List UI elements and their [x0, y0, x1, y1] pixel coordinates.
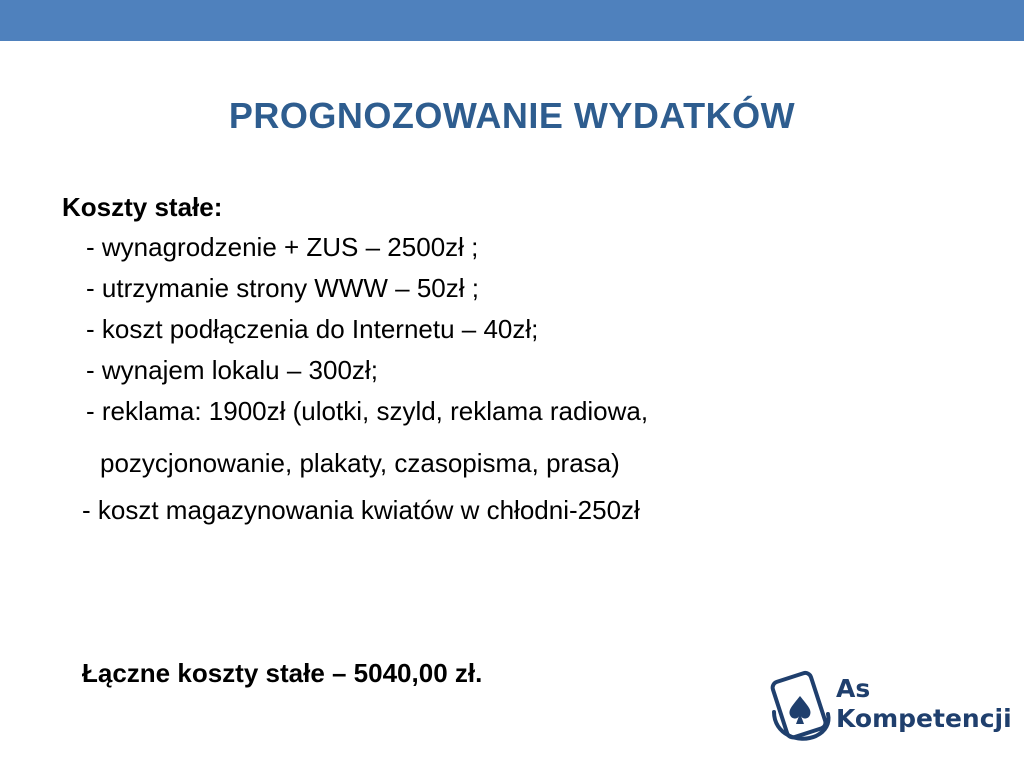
logo-line-1: As [836, 674, 871, 703]
logo-line-2: Kompetencji [836, 704, 1012, 733]
section-heading: Koszty stałe: [62, 192, 223, 222]
cost-item-salary: - wynagrodzenie + ZUS – 2500zł ; [86, 232, 479, 262]
card-spade-icon [768, 668, 832, 746]
top-accent-bar [0, 0, 1024, 41]
cost-item-internet: - koszt podłączenia do Internetu – 40zł; [86, 314, 539, 344]
total-fixed-costs: Łączne koszty stałe – 5040,00 zł. [82, 658, 483, 688]
cost-item-advertising-continued: pozycjonowanie, plakaty, czasopisma, prasa) [100, 448, 620, 478]
company-logo [768, 668, 1012, 748]
cost-item-rent: - wynajem lokalu – 300zł; [86, 355, 378, 385]
cost-item-advertising: - reklama: 1900zł (ulotki, szyld, reklama radiowa, [86, 396, 649, 426]
slide-title: PROGNOZOWANIE WYDATKÓW [228, 95, 796, 136]
cost-item-website: - utrzymanie strony WWW – 50zł ; [86, 273, 479, 303]
cost-item-storage: - koszt magazynowania kwiatów w chłodni-250zł [82, 495, 640, 525]
logo-wordmark [836, 674, 1012, 734]
